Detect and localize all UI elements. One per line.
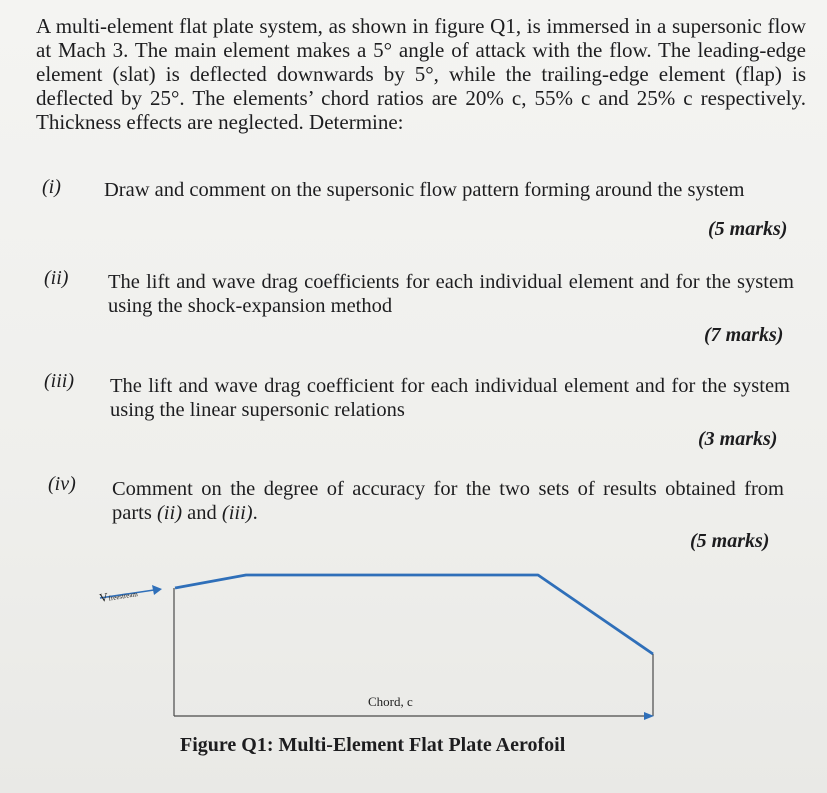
part-ref-iii: (iii) xyxy=(221,502,253,524)
multi-element-aerofoil-figure xyxy=(0,560,827,730)
figure-caption: Figure Q1: Multi-Element Flat Plate Aerofoil xyxy=(180,734,566,756)
question-text-iv-part1: Comment on the degree of accuracy for the two sets of results obtained from parts xyxy=(112,478,784,524)
chord-label: Chord, c xyxy=(368,694,413,709)
question-text-iv-part3: . xyxy=(252,502,258,524)
question-text-i: Draw and comment on the supersonic flow pattern forming around the system xyxy=(104,179,745,201)
question-text-iv-part2: and xyxy=(182,502,222,524)
question-number-i: (i) xyxy=(42,176,61,198)
question-number-iii: (iii) xyxy=(44,370,74,392)
marks-i: (5 marks) xyxy=(708,218,788,240)
marks-iii: (3 marks) xyxy=(698,428,778,450)
question-text-iii: The lift and wave drag coefficient for each individual element and for the system using the linear supersonic relations xyxy=(110,375,790,421)
question-number-iv: (iv) xyxy=(48,473,76,495)
velocity-subscript: freestream xyxy=(107,590,139,603)
question-text-ii: The lift and wave drag coefficients for each individual element and for the system using the shock-expansion method xyxy=(108,271,794,317)
freestream-arrowhead xyxy=(152,585,162,595)
marks-iv: (5 marks) xyxy=(690,530,770,552)
question-text-iv xyxy=(112,477,784,525)
marks-ii: (7 marks) xyxy=(704,324,784,346)
question-number-ii: (ii) xyxy=(44,267,69,289)
part-ref-ii: (ii) xyxy=(156,502,183,524)
plate-elements xyxy=(175,575,653,654)
problem-statement: A multi-element flat plate system, as shown in figure Q1, is immersed in a supersonic flow at Mach 3. The main element makes a 5° angle of attack with the flow. The leading-edge element (slat) is deflected downwards by 5°, while the trailing-edge element (flap) is deflected by 25°. The elements’ chord ratios are 20% c, 55% c and 25% c respectively. Thickness effects are neglected. Determine: xyxy=(36,14,806,134)
velocity-symbol: V xyxy=(98,589,110,605)
freestream-label xyxy=(98,585,139,605)
